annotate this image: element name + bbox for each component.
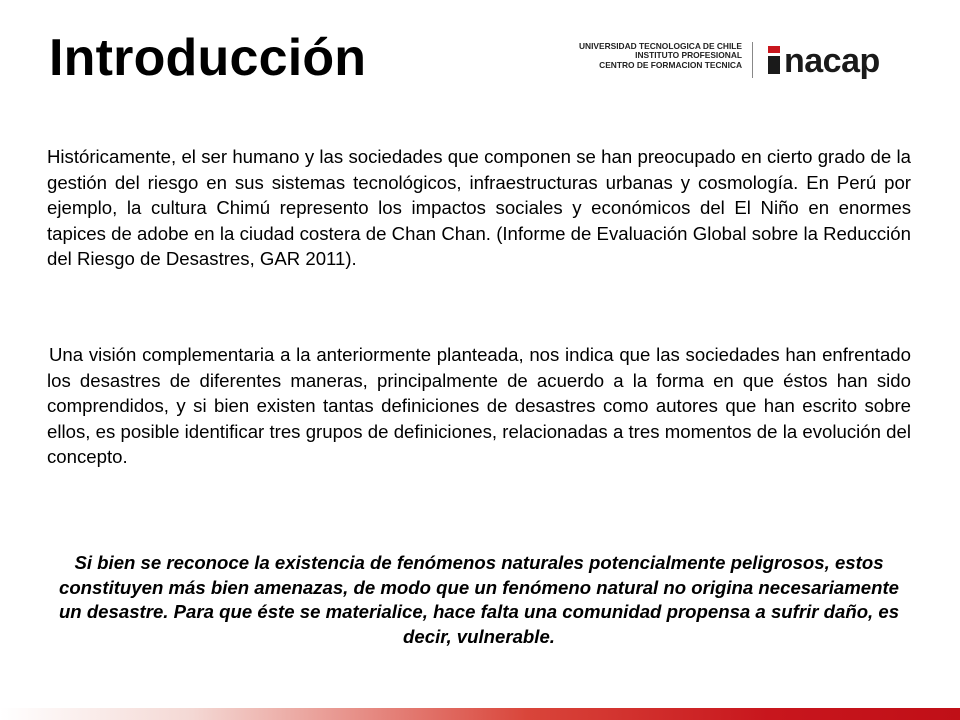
inacap-logo (578, 41, 912, 80)
logo-institution-lines (579, 42, 742, 70)
logo-line-center: CENTRO DE FORMACION TECNICA (599, 59, 742, 70)
footer-gradient-bar (0, 708, 960, 720)
slide-title: Introducción (49, 29, 367, 87)
paragraph-history: Históricamente, el ser humano y las sociedades que componen se han preocupado en cierto grado de la gestión del riesgo en sus sistemas tecnológicos, infraestructuras urbanas y cosmología. En Perú por ejemplo, la cultura Chimú represento los impactos sociales y económicos del El Niño en enormes tapices de adobe en la ciudad costera de Chan Chan. (Informe de Evaluación Global sobre la Reducción del Riesgo de Desastres, GAR 2011). (47, 146, 911, 270)
highlighted-quote: Si bien se reconoce la existencia de fenómenos naturales potencialmente peligrosos, estos constituyen más bien amenazas, de modo que un fenómeno natural no origina necesariamente un desastre. Para que éste se materialice, hace falta una comunidad propensa a sufrir daño, es decir, vulnerable. (58, 552, 900, 647)
logo-i-mark-icon (767, 46, 781, 74)
logo-divider (752, 42, 753, 78)
paragraph-complementary-vision: Una visión complementaria a la anteriormente planteada, nos indica que las sociedades han enfrentado los desastres de diferentes maneras, principalmente de acuerdo a la forma en que éstos han sido comprendidos, y si bien existen tantas definiciones de desastres como autores que han escrito sobre ellos, es posible identificar tres grupos de definiciones, relacionadas a tres momentos de la evolución del concepto. (47, 344, 911, 468)
logo-wordmark: nacap (784, 42, 880, 80)
logo-line-institute: INSTITUTO PROFESIONAL (635, 50, 742, 61)
logo-line-university: UNIVERSIDAD TECNOLOGICA DE CHILE (578, 41, 742, 51)
